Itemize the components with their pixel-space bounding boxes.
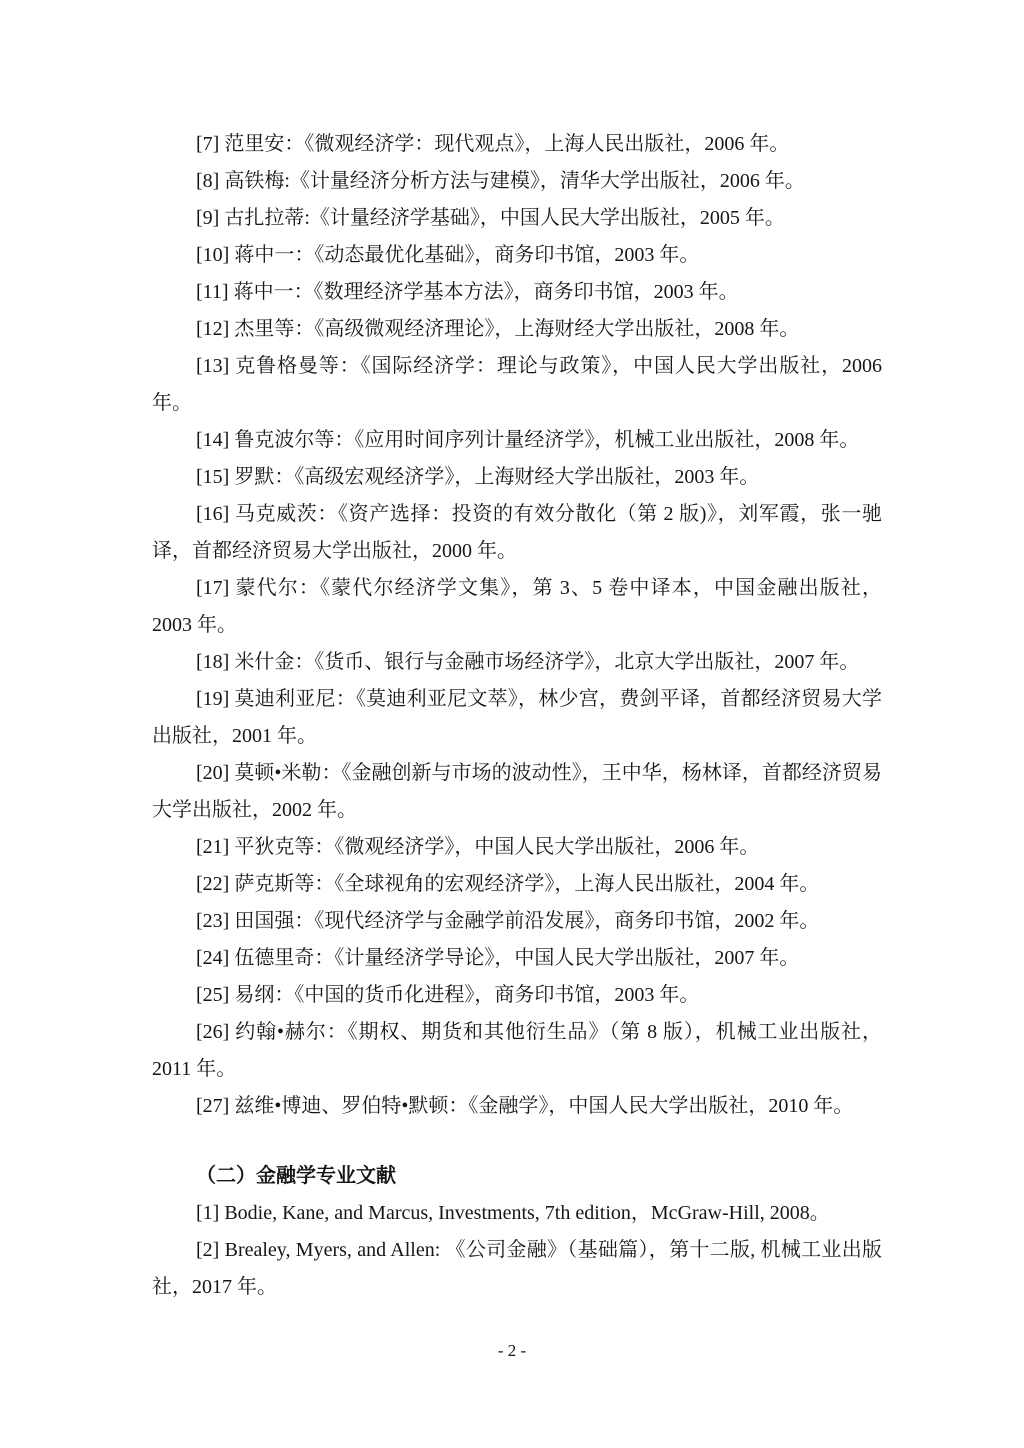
reference-item-13: [13] 克鲁格曼等：《国际经济学：理论与政策》，中国人民大学出版社，2006 年。 xyxy=(152,355,882,414)
reference-item-9: [9] 古扎拉蒂:《计量经济学基础》，中国人民大学出版社，2005 年。 xyxy=(196,207,785,229)
reference-item-8: [8] 高铁梅:《计量经济分析方法与建模》，清华大学出版社，2006 年。 xyxy=(196,170,805,192)
reference-item-22: [22] 萨克斯等：《全球视角的宏观经济学》，上海人民出版社，2004 年。 xyxy=(196,873,820,895)
page-body xyxy=(152,126,882,1306)
reference-item-20: [20] 莫顿•米勒：《金融创新与市场的波动性》，王中华，杨林译，首都经济贸易大学出版社，2002 年。 xyxy=(152,762,882,821)
reference-item-25: [25] 易纲：《中国的货币化进程》，商务印书馆，2003 年。 xyxy=(196,984,700,1006)
reference-item-12: [12] 杰里等：《高级微观经济理论》，上海财经大学出版社，2008 年。 xyxy=(196,318,800,340)
reference-item-17: [17] 蒙代尔：《蒙代尔经济学文集》，第 3、5 卷中译本，中国金融出版社，2003 年。 xyxy=(152,577,882,636)
reference-item-15: [15] 罗默：《高级宏观经济学》，上海财经大学出版社，2003 年。 xyxy=(196,466,760,488)
reference-item-16: [16] 马克威茨：《资产选择：投资的有效分散化（第 2 版)》，刘军霞，张一驰译，首都经济贸易大学出版社，2000 年。 xyxy=(152,503,882,562)
reference-item-14: [14] 鲁克波尔等：《应用时间序列计量经济学》，机械工业出版社，2008 年。 xyxy=(196,429,860,451)
reference-item-23: [23] 田国强：《现代经济学与金融学前沿发展》，商务印书馆，2002 年。 xyxy=(196,910,820,932)
reference-item-10: [10] 蒋中一：《动态最优化基础》，商务印书馆，2003 年。 xyxy=(196,244,700,266)
reference-item-7: [7] 范里安：《微观经济学：现代观点》，上海人民出版社，2006 年。 xyxy=(196,133,790,155)
reference-item-19: [19] 莫迪利亚尼：《莫迪利亚尼文萃》，林少宫，费剑平译，首都经济贸易大学出版社，2001 年。 xyxy=(152,688,882,747)
reference-item-21: [21] 平狄克等：《微观经济学》，中国人民大学出版社，2006 年。 xyxy=(196,836,760,858)
reference-item-27: [27] 兹维•博迪、罗伯特•默顿：《金融学》，中国人民大学出版社，2010 年。 xyxy=(196,1095,854,1117)
reference-item-finance-2: [2] Brealey, Myers, and Allen: 《公司金融》（基础篇），第十二版, 机械工业出版社，2017 年。 xyxy=(152,1239,882,1298)
section-heading-finance-literature: （二）金融学专业文献 xyxy=(196,1165,396,1187)
reference-item-26: [26] 约翰•赫尔：《期权、期货和其他衍生品》（第 8 版），机械工业出版社，2011 年。 xyxy=(152,1021,882,1080)
reference-item-finance-1: [1] Bodie, Kane, and Marcus, Investments, 7th edition，McGraw-Hill, 2008。 xyxy=(196,1202,830,1224)
reference-item-11: [11] 蒋中一：《数理经济学基本方法》，商务印书馆，2003 年。 xyxy=(196,281,739,303)
page-number: - 2 - xyxy=(497,1341,527,1360)
reference-item-18: [18] 米什金：《货币、银行与金融市场经济学》，北京大学出版社，2007 年。 xyxy=(196,651,860,673)
reference-item-24: [24] 伍德里奇：《计量经济学导论》，中国人民大学出版社，2007 年。 xyxy=(196,947,800,969)
